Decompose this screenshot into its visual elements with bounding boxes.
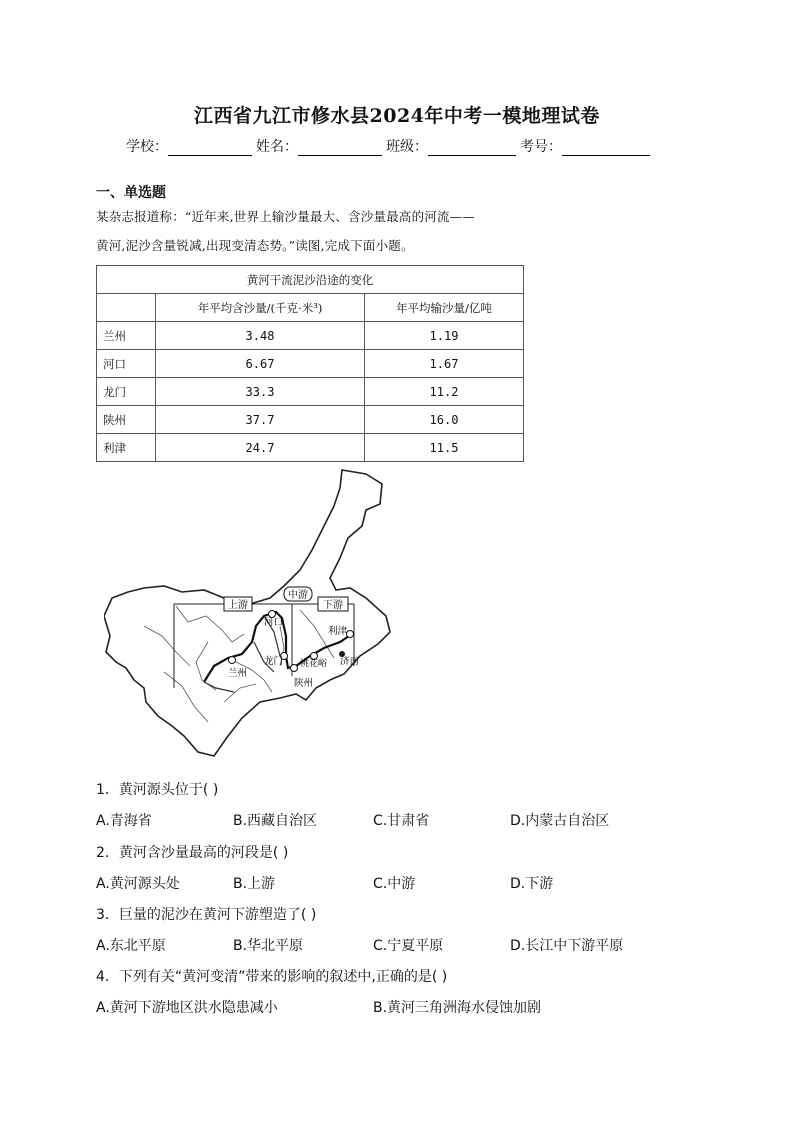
value-cell: 3.48	[156, 322, 365, 350]
q4-option-a[interactable]: A.黄河下游地区洪水隐患减小	[96, 1000, 278, 1016]
header-cell	[97, 294, 156, 322]
q3-option-c[interactable]: C.宁夏平原	[373, 938, 444, 954]
q3-option-b[interactable]: B.华北平原	[233, 938, 304, 954]
value-cell: 37.7	[156, 406, 365, 434]
exam-number-label: 考号：	[520, 139, 562, 155]
station-cell: 龙门	[97, 378, 156, 406]
table-caption-row	[97, 266, 524, 294]
table-row	[97, 434, 524, 462]
middle-reach-label: 中游	[288, 590, 308, 601]
table-row	[97, 322, 524, 350]
school-label: 学校：	[126, 139, 168, 155]
station-cell: 河口	[97, 350, 156, 378]
lower-reach-label: 下游	[323, 600, 343, 611]
exam-number-field[interactable]	[562, 139, 650, 156]
intro-line-2: 黄河,泥沙含量锐减,出现变清态势。”读图,完成下面小题。	[96, 238, 414, 253]
upper-reach-label: 上游	[228, 600, 248, 611]
student-info-row	[126, 136, 654, 156]
value-cell: 6.67	[156, 350, 365, 378]
q3-option-d[interactable]: D.长江中下游平原	[510, 938, 624, 954]
table-header-row	[97, 294, 524, 322]
value-cell: 16.0	[365, 406, 524, 434]
value-cell: 11.2	[365, 378, 524, 406]
q3-option-a[interactable]: A.东北平原	[96, 938, 166, 954]
q4-option-b[interactable]: B.黄河三角洲海水侵蚀加剧	[373, 1000, 542, 1016]
class-field[interactable]	[428, 139, 516, 156]
taohuayu-label: 桃花峪	[300, 659, 328, 669]
region-outline	[104, 470, 390, 756]
section-heading: 一、单选题	[96, 185, 166, 201]
hekou-label: 河口	[264, 617, 284, 628]
header-cell: 年平均含沙量/(千克·米³)	[156, 294, 365, 322]
station-cell: 兰州	[97, 322, 156, 350]
lanzhou-dot	[229, 657, 236, 664]
value-cell: 33.3	[156, 378, 365, 406]
value-cell: 1.67	[365, 350, 524, 378]
station-cell: 利津	[97, 434, 156, 462]
jinan-label: 济南	[340, 656, 360, 667]
header-cell: 年平均输沙量/亿吨	[365, 294, 524, 322]
longmen-label: 龙门	[264, 656, 284, 667]
shanzhou-label: 陕州	[294, 678, 314, 689]
question-3-stem: 3．巨量的泥沙在黄河下游塑造了( )	[96, 907, 317, 923]
question-1-stem: 1．黄河源头位于( )	[96, 782, 219, 798]
class-label: 班级：	[386, 139, 428, 155]
value-cell: 11.5	[365, 434, 524, 462]
lanzhou-label: 兰州	[228, 668, 248, 679]
question-4-stem: 4．下列有关“黄河变清”带来的影响的叙述中,正确的是( )	[96, 969, 448, 985]
q2-option-d[interactable]: D.下游	[510, 876, 554, 892]
question-2-stem: 2．黄河含沙量最高的河段是( )	[96, 845, 289, 861]
q1-option-d[interactable]: D.内蒙古自治区	[510, 813, 610, 829]
intro-line-1: 某杂志报道称：“近年来,世界上输沙量最大、含沙量最高的河流——	[96, 209, 476, 224]
name-label: 姓名：	[256, 139, 298, 155]
value-cell: 1.19	[365, 322, 524, 350]
table-row	[97, 350, 524, 378]
shanzhou-dot	[291, 665, 298, 672]
q1-option-b[interactable]: B.西藏自治区	[233, 813, 318, 829]
q2-option-c[interactable]: C.中游	[373, 876, 416, 892]
table-row	[97, 406, 524, 434]
q2-option-a[interactable]: A.黄河源头处	[96, 876, 180, 892]
q2-option-b[interactable]: B.上游	[233, 876, 276, 892]
table-caption: 黄河干流泥沙沿途的变化	[97, 266, 524, 294]
name-field[interactable]	[298, 139, 382, 156]
exam-title: 江西省九江市修水县2024年中考一模地理试卷	[194, 105, 600, 127]
table-row	[97, 378, 524, 406]
station-cell: 陕州	[97, 406, 156, 434]
yellow-river-map	[104, 466, 396, 764]
q1-option-a[interactable]: A.青海省	[96, 813, 152, 829]
lijin-label: 利津	[328, 626, 348, 637]
q1-option-c[interactable]: C.甘肃省	[373, 813, 430, 829]
sediment-table	[96, 265, 524, 462]
school-field[interactable]	[168, 139, 252, 156]
value-cell: 24.7	[156, 434, 365, 462]
lijin-dot	[347, 631, 354, 638]
